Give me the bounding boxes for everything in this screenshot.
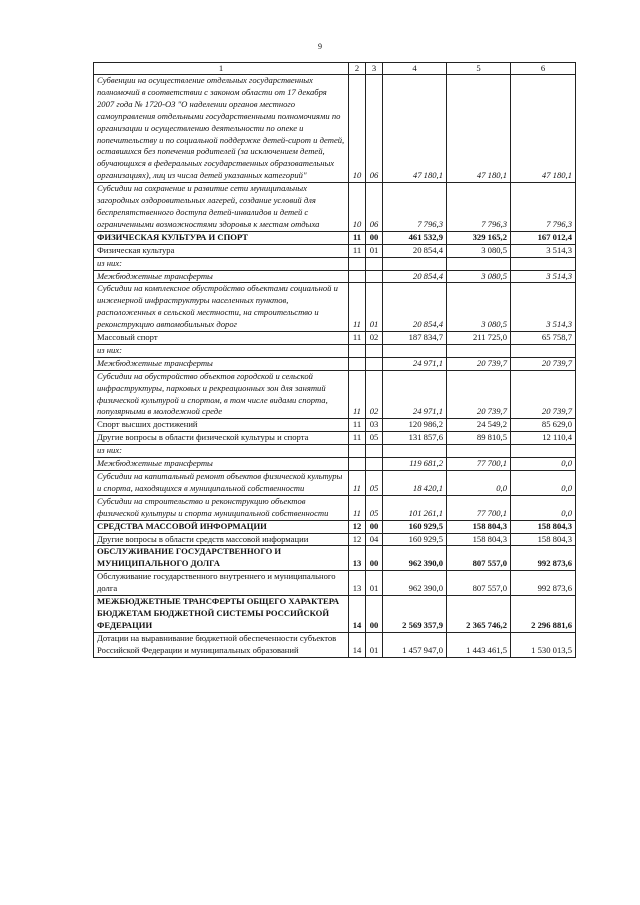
subsection-code: 00 [366,596,383,633]
table-row [94,546,576,571]
amount-col5: 3 080,5 [447,283,511,332]
subsection-code [366,344,383,357]
amount-col5 [447,445,511,458]
section-code [349,270,366,283]
section-code: 12 [349,533,366,546]
section-code: 12 [349,520,366,533]
table-header-row [94,63,576,75]
row-name: из них: [94,257,349,270]
section-code: 11 [349,419,366,432]
amount-col5: 211 725,0 [447,332,511,345]
amount-col4: 160 929,5 [383,533,447,546]
amount-col4: 20 854,4 [383,283,447,332]
amount-col5: 20 739,7 [447,357,511,370]
amount-col6: 47 180,1 [511,75,576,183]
subsection-code [366,270,383,283]
amount-col6: 3 514,3 [511,270,576,283]
subsection-code: 03 [366,419,383,432]
amount-col5: 20 739,7 [447,370,511,419]
section-code: 14 [349,596,366,633]
amount-col4: 1 457 947,0 [383,632,447,657]
row-name: Субсидии на обустройство объектов городской и сельской инфраструктуры, парковых и рекреационных зон для занятий физической культурой и спортом, в том числе видами спорта, популярными в молодежной среде [94,370,349,419]
table-row [94,183,576,232]
row-name: Обслуживание государственного внутреннего и муниципального долга [94,571,349,596]
amount-col4 [383,344,447,357]
section-code: 11 [349,495,366,520]
column-header: 3 [366,63,383,75]
amount-col6 [511,257,576,270]
amount-col6: 167 012,4 [511,231,576,244]
subsection-code: 02 [366,370,383,419]
amount-col6: 85 629,0 [511,419,576,432]
amount-col5: 807 557,0 [447,546,511,571]
section-code: 13 [349,546,366,571]
amount-col4: 461 532,9 [383,231,447,244]
subsection-code: 01 [366,632,383,657]
table-row [94,344,576,357]
section-code: 11 [349,432,366,445]
amount-col4: 101 261,1 [383,495,447,520]
row-name: СРЕДСТВА МАССОВОЙ ИНФОРМАЦИИ [94,520,349,533]
amount-col4 [383,257,447,270]
table-row [94,357,576,370]
amount-col4: 962 390,0 [383,571,447,596]
row-name: Субсидии на сохранение и развитие сети муниципальных загородных оздоровительных лагерей, создание условий для беспрепятственного доступа детей-инвалидов и детей с ограниченными возможностями здоровья к местам отдыха [94,183,349,232]
amount-col4: 24 971,1 [383,357,447,370]
row-name: Межбюджетные трансферты [94,357,349,370]
table-row [94,458,576,471]
section-code [349,445,366,458]
amount-col5 [447,344,511,357]
row-name: Другие вопросы в области средств массовой информации [94,533,349,546]
section-code: 10 [349,75,366,183]
row-name: из них: [94,344,349,357]
table-row [94,270,576,283]
subsection-code: 01 [366,244,383,257]
section-code: 11 [349,370,366,419]
amount-col6: 7 796,3 [511,183,576,232]
section-code: 11 [349,471,366,496]
column-header: 1 [94,63,349,75]
amount-col6: 1 530 013,5 [511,632,576,657]
row-name: Межбюджетные трансферты [94,270,349,283]
amount-col6: 2 296 881,6 [511,596,576,633]
amount-col4: 962 390,0 [383,546,447,571]
row-name: Субсидии на строительство и реконструкцию объектов физической культуры и спорта муниципальной собственности [94,495,349,520]
amount-col6: 158 804,3 [511,520,576,533]
table-row [94,495,576,520]
subsection-code: 02 [366,332,383,345]
amount-col5: 77 700,1 [447,495,511,520]
section-code: 11 [349,244,366,257]
amount-col5: 24 549,2 [447,419,511,432]
row-name: Физическая культура [94,244,349,257]
subsection-code [366,357,383,370]
amount-col6: 0,0 [511,495,576,520]
row-name: ФИЗИЧЕСКАЯ КУЛЬТУРА И СПОРТ [94,231,349,244]
section-code: 14 [349,632,366,657]
row-name: Межбюджетные трансферты [94,458,349,471]
table-row [94,445,576,458]
amount-col6: 12 110,4 [511,432,576,445]
amount-col5: 3 080,5 [447,270,511,283]
row-name: Субсидии на комплексное обустройство объектами социальной и инженерной инфраструктуры населенных пунктов, расположенных в сельской местности, на строительство и реконструкцию автомобильных дорог [94,283,349,332]
amount-col6: 0,0 [511,471,576,496]
column-header: 6 [511,63,576,75]
section-code [349,357,366,370]
amount-col5: 2 365 746,2 [447,596,511,633]
amount-col6: 20 739,7 [511,357,576,370]
amount-col5 [447,257,511,270]
section-code [349,344,366,357]
subsection-code [366,257,383,270]
amount-col5: 158 804,3 [447,520,511,533]
amount-col6: 20 739,7 [511,370,576,419]
table-row [94,244,576,257]
amount-col6: 0,0 [511,458,576,471]
table-row [94,571,576,596]
table-row [94,75,576,183]
amount-col4: 24 971,1 [383,370,447,419]
row-name: Субсидии на капитальный ремонт объектов физической культуры и спорта, находящихся в муниципальной собственности [94,471,349,496]
row-name: Массовый спорт [94,332,349,345]
subsection-code: 04 [366,533,383,546]
section-code [349,458,366,471]
amount-col4: 18 420,1 [383,471,447,496]
amount-col5: 47 180,1 [447,75,511,183]
amount-col4: 2 569 357,9 [383,596,447,633]
budget-table [93,62,576,658]
subsection-code: 05 [366,432,383,445]
section-code [349,257,366,270]
section-code: 10 [349,183,366,232]
subsection-code: 00 [366,546,383,571]
subsection-code: 00 [366,520,383,533]
subsection-code: 06 [366,75,383,183]
amount-col6: 992 873,6 [511,546,576,571]
amount-col4: 160 929,5 [383,520,447,533]
subsection-code: 06 [366,183,383,232]
section-code: 11 [349,231,366,244]
row-name: Спорт высших достижений [94,419,349,432]
table-row [94,370,576,419]
table-row [94,231,576,244]
subsection-code: 05 [366,471,383,496]
amount-col5: 329 165,2 [447,231,511,244]
subsection-code: 00 [366,231,383,244]
amount-col4: 119 681,2 [383,458,447,471]
row-name: ОБСЛУЖИВАНИЕ ГОСУДАРСТВЕННОГО И МУНИЦИПАЛЬНОГО ДОЛГА [94,546,349,571]
column-header: 2 [349,63,366,75]
amount-col6 [511,445,576,458]
section-code: 11 [349,332,366,345]
table-row [94,432,576,445]
amount-col4 [383,445,447,458]
amount-col4: 131 857,6 [383,432,447,445]
row-name: МЕЖБЮДЖЕТНЫЕ ТРАНСФЕРТЫ ОБЩЕГО ХАРАКТЕРА БЮДЖЕТАМ БЮДЖЕТНОЙ СИСТЕМЫ РОССИЙСКОЙ ФЕДЕРАЦИИ [94,596,349,633]
amount-col5: 89 810,5 [447,432,511,445]
amount-col5: 158 804,3 [447,533,511,546]
amount-col4: 47 180,1 [383,75,447,183]
amount-col6: 3 514,3 [511,283,576,332]
section-code: 11 [349,283,366,332]
table-row [94,596,576,633]
row-name: Дотации на выравнивание бюджетной обеспеченности субъектов Российской Федерации и муниципальных образований [94,632,349,657]
amount-col5: 1 443 461,5 [447,632,511,657]
section-code: 13 [349,571,366,596]
amount-col6 [511,344,576,357]
row-name: из них: [94,445,349,458]
table-row [94,283,576,332]
amount-col6: 3 514,3 [511,244,576,257]
table-row [94,257,576,270]
table-row [94,332,576,345]
amount-col6: 992 873,6 [511,571,576,596]
amount-col4: 187 834,7 [383,332,447,345]
page-number: 9 [318,42,322,51]
subsection-code: 01 [366,571,383,596]
table-row [94,632,576,657]
subsection-code [366,458,383,471]
table-row [94,520,576,533]
table-row [94,419,576,432]
amount-col5: 7 796,3 [447,183,511,232]
amount-col5: 0,0 [447,471,511,496]
subsection-code: 05 [366,495,383,520]
amount-col5: 77 700,1 [447,458,511,471]
subsection-code [366,445,383,458]
table-row [94,533,576,546]
amount-col4: 120 986,2 [383,419,447,432]
amount-col6: 65 758,7 [511,332,576,345]
subsection-code: 01 [366,283,383,332]
table-row [94,471,576,496]
amount-col4: 20 854,4 [383,244,447,257]
amount-col4: 20 854,4 [383,270,447,283]
amount-col6: 158 804,3 [511,533,576,546]
amount-col5: 3 080,5 [447,244,511,257]
row-name: Другие вопросы в области физической культуры и спорта [94,432,349,445]
row-name: Субвенции на осуществление отдельных государственных полномочий в соответствии с законом области от 17 декабря 2007 года № 1720-ОЗ "О наделении органов местного самоуправления отдельными государственными полномочиями по организации и осуществлению деятельности по опеке и попечительству и по социальной поддержке детей-сирот и детей, оставшихся без попечения родителей (за исключением детей, обучающихся в федеральных государственных образовательных организациях), лиц из числа детей указанных категорий" [94,75,349,183]
column-header: 4 [383,63,447,75]
amount-col5: 807 557,0 [447,571,511,596]
amount-col4: 7 796,3 [383,183,447,232]
column-header: 5 [447,63,511,75]
